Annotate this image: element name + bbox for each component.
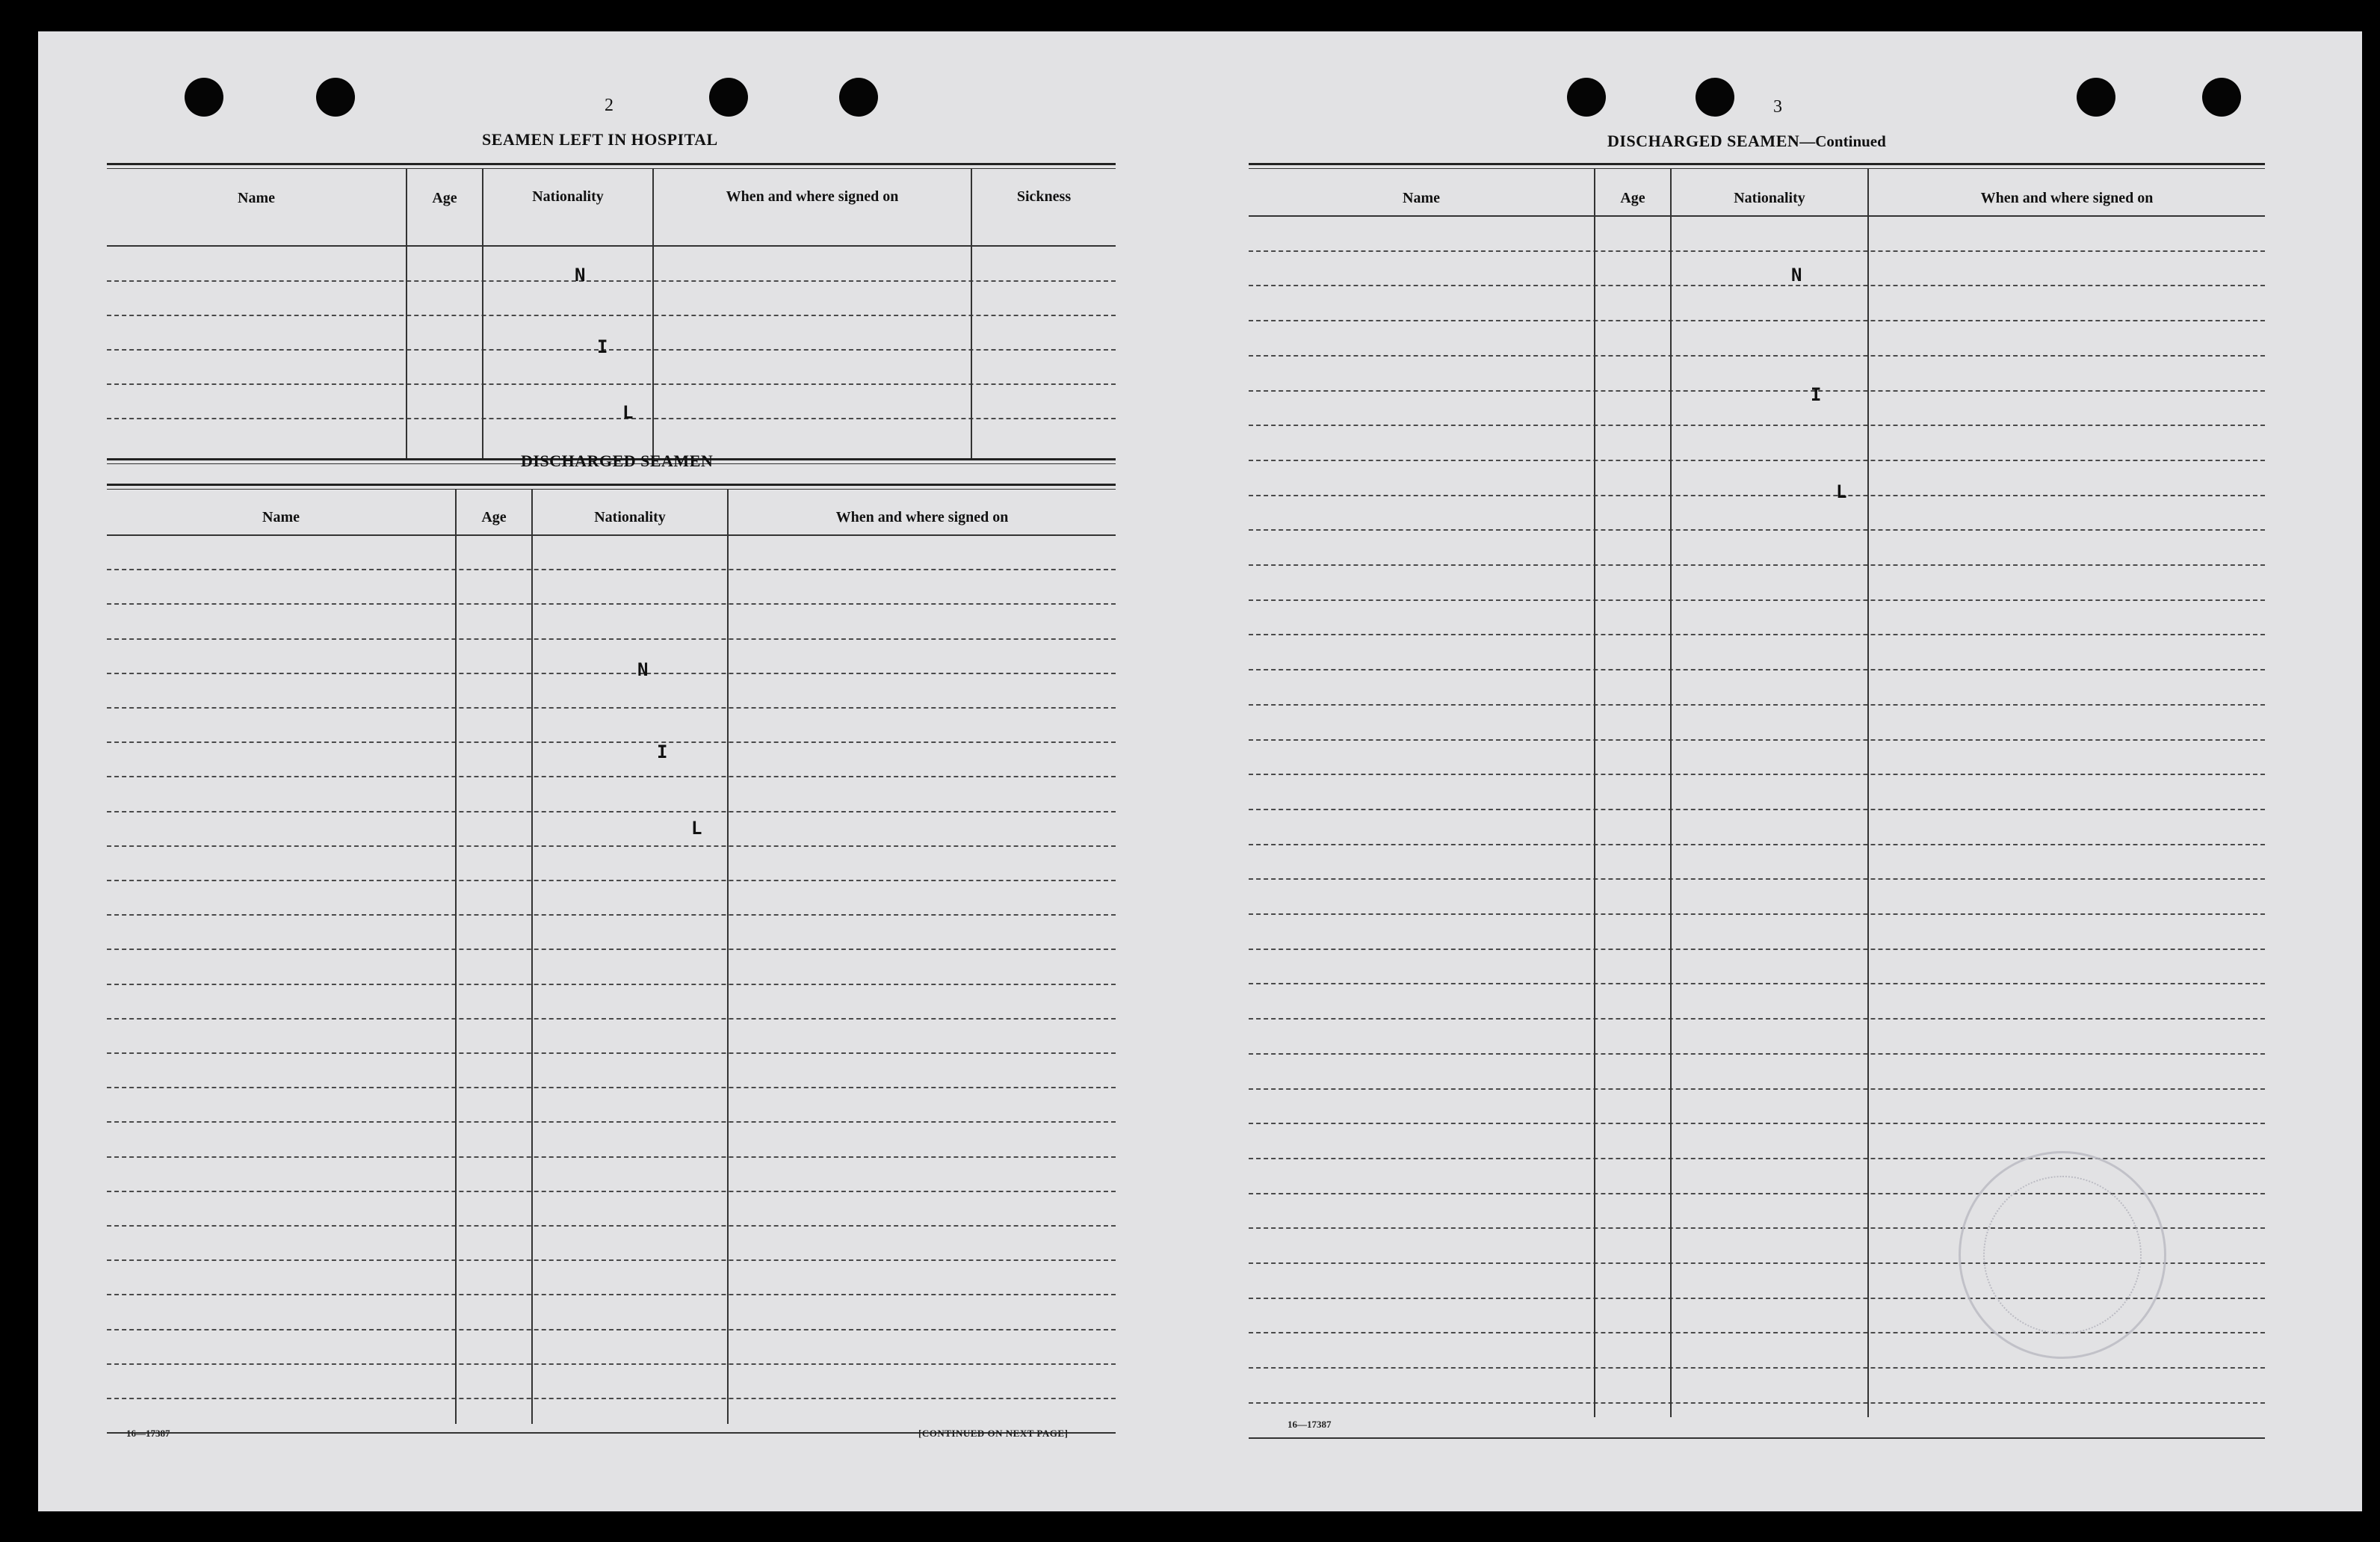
nil-mark: L	[622, 402, 634, 423]
table-row-rule	[107, 1398, 1116, 1399]
table-row-rule	[1249, 983, 2265, 984]
table-row-rule	[107, 741, 1116, 743]
column-header-sickness: Sickness	[1016, 188, 1072, 205]
hospital-section-title: SEAMEN LEFT IN HOSPITAL	[482, 130, 718, 149]
table-row-rule	[1249, 355, 2265, 357]
column-header-signed-on: When and where signed on	[1980, 190, 2154, 206]
table-row-rule	[107, 776, 1116, 777]
page-number: 3	[1773, 97, 1782, 117]
table-row-rule	[107, 914, 1116, 916]
table-row-rule	[1249, 1402, 2265, 1404]
column-header-age: Age	[481, 509, 507, 525]
nil-mark: L	[691, 818, 702, 839]
table-row-rule	[1249, 913, 2265, 915]
column-header-signed-on: When and where signed on	[835, 509, 1009, 525]
table-row-rule	[1249, 844, 2265, 845]
table-row-rule	[107, 845, 1116, 847]
table-row-rule	[107, 984, 1116, 985]
punch-hole	[1696, 78, 1734, 117]
table-row-rule	[1249, 809, 2265, 810]
discharged-section-title: DISCHARGED SEAMEN	[521, 451, 714, 470]
section-title-suffix: —Continued	[1799, 132, 1886, 150]
table-row-rule	[1249, 529, 2265, 531]
discharged-table	[107, 484, 1153, 1455]
table-row-rule	[107, 673, 1116, 674]
table-row-rule	[1249, 1123, 2265, 1124]
table-row-rule	[107, 1259, 1116, 1261]
table-row-rule	[1249, 739, 2265, 741]
table-row-rule	[1249, 285, 2265, 286]
table-row-rule	[107, 1294, 1116, 1295]
form-number: 16—17387	[1288, 1419, 1332, 1430]
nil-mark: I	[657, 741, 668, 762]
form-number: 16—17387	[126, 1428, 170, 1439]
table-row-rule	[107, 569, 1116, 570]
table-row-rule	[1249, 599, 2265, 601]
nil-mark: I	[1811, 384, 1822, 405]
table-row-rule	[1249, 250, 2265, 252]
punch-hole	[2077, 78, 2115, 117]
column-header-age: Age	[432, 190, 457, 206]
column-header-nationality: Nationality	[1734, 190, 1805, 206]
discharged-continued-title	[1607, 132, 1886, 151]
column-header-name: Name	[262, 509, 300, 525]
table-row-rule	[1249, 564, 2265, 566]
table-row-rule	[1249, 1367, 2265, 1369]
table-row-rule	[107, 1018, 1116, 1020]
nil-mark: L	[1836, 481, 1847, 502]
column-header-nationality: Nationality	[532, 188, 604, 205]
column-header-name: Name	[1403, 190, 1440, 206]
table-row-rule	[1249, 774, 2265, 775]
table-row-rule	[1249, 425, 2265, 426]
table-row-rule	[1249, 669, 2265, 670]
nil-mark: N	[575, 265, 586, 286]
table-row-rule	[1249, 1088, 2265, 1090]
column-header-signed-on: When and where signed on	[726, 188, 899, 205]
table-row-rule	[107, 880, 1116, 881]
table-row-rule	[107, 1329, 1116, 1330]
table-row-rule	[1249, 634, 2265, 635]
punch-hole	[1567, 78, 1606, 117]
table-row-rule	[107, 1363, 1116, 1365]
column-header-name: Name	[238, 190, 275, 206]
table-row-rule	[107, 707, 1116, 709]
nil-mark: I	[597, 336, 608, 357]
table-bottom-rule	[1249, 1437, 2265, 1439]
table-row-rule	[107, 811, 1116, 812]
table-row-rule	[107, 1052, 1116, 1054]
table-row-rule	[107, 1087, 1116, 1088]
table-row-rule	[107, 1121, 1116, 1123]
nil-mark: N	[637, 659, 649, 680]
table-row-rule	[107, 603, 1116, 605]
table-row-rule	[107, 1156, 1116, 1158]
table-row-rule	[1249, 1158, 2265, 1159]
punch-hole	[185, 78, 223, 117]
table-row-rule	[107, 1191, 1116, 1192]
table-row-rule	[1249, 460, 2265, 461]
column-header-age: Age	[1620, 190, 1645, 206]
table-row-rule	[1249, 878, 2265, 880]
punch-hole	[709, 78, 748, 117]
table-row-rule	[1249, 495, 2265, 496]
continued-footnote: [CONTINUED ON NEXT PAGE]	[918, 1428, 1069, 1439]
document-page	[38, 31, 2362, 1511]
punch-hole	[2202, 78, 2241, 117]
nil-mark: N	[1791, 265, 1802, 286]
table-row-rule	[1249, 949, 2265, 950]
table-row-rule	[107, 949, 1116, 950]
table-row-rule	[1249, 1053, 2265, 1055]
section-title-text: DISCHARGED SEAMEN	[1607, 132, 1800, 150]
table-row-rule	[107, 1225, 1116, 1227]
punch-hole	[316, 78, 355, 117]
hospital-table	[107, 163, 1153, 469]
table-row-rule	[1249, 704, 2265, 706]
faded-circular-stamp	[1959, 1151, 2166, 1359]
table-row-rule	[1249, 390, 2265, 392]
column-header-nationality: Nationality	[594, 509, 666, 525]
table-row-rule	[1249, 1018, 2265, 1020]
table-row-rule	[107, 638, 1116, 640]
punch-hole	[839, 78, 878, 117]
page-number: 2	[605, 96, 613, 115]
table-row-rule	[1249, 320, 2265, 321]
